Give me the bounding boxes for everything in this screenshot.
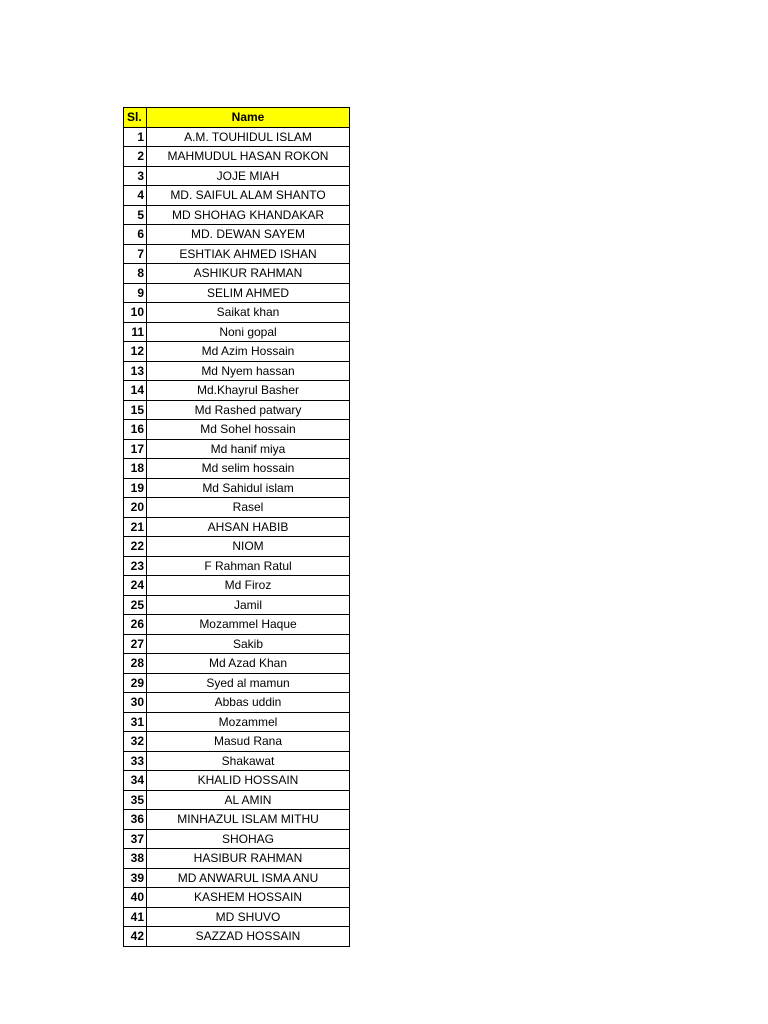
table-body — [124, 127, 350, 946]
name-cell: Saikat khan — [147, 303, 350, 323]
serial-cell: 2 — [124, 147, 147, 167]
serial-cell: 31 — [124, 712, 147, 732]
table-row — [124, 342, 350, 362]
serial-cell: 4 — [124, 186, 147, 206]
serial-cell: 3 — [124, 166, 147, 186]
name-cell: SAZZAD HOSSAIN — [147, 927, 350, 947]
serial-cell: 29 — [124, 673, 147, 693]
table-row — [124, 361, 350, 381]
name-cell: Md Nyem hassan — [147, 361, 350, 381]
table-row — [124, 849, 350, 869]
table-row — [124, 888, 350, 908]
name-cell: ESHTIAK AHMED ISHAN — [147, 244, 350, 264]
name-cell: MD. SAIFUL ALAM SHANTO — [147, 186, 350, 206]
serial-cell: 9 — [124, 283, 147, 303]
table-row — [124, 283, 350, 303]
table-row — [124, 478, 350, 498]
header-name: Name — [147, 108, 350, 128]
name-cell: Md Azim Hossain — [147, 342, 350, 362]
name-cell: ASHIKUR RAHMAN — [147, 264, 350, 284]
serial-cell: 23 — [124, 556, 147, 576]
serial-cell: 40 — [124, 888, 147, 908]
table-row — [124, 790, 350, 810]
serial-cell: 11 — [124, 322, 147, 342]
name-cell: Rasel — [147, 498, 350, 518]
table-row — [124, 927, 350, 947]
name-cell: A.M. TOUHIDUL ISLAM — [147, 127, 350, 147]
serial-cell: 10 — [124, 303, 147, 323]
name-cell: Mozammel — [147, 712, 350, 732]
name-cell: Md Firoz — [147, 576, 350, 596]
table-row — [124, 868, 350, 888]
table-row — [124, 907, 350, 927]
name-cell: NIOM — [147, 537, 350, 557]
name-cell: MD SHOHAG KHANDAKAR — [147, 205, 350, 225]
name-cell: AHSAN HABIB — [147, 517, 350, 537]
serial-cell: 25 — [124, 595, 147, 615]
serial-cell: 28 — [124, 654, 147, 674]
name-cell: Md selim hossain — [147, 459, 350, 479]
serial-cell: 5 — [124, 205, 147, 225]
serial-cell: 33 — [124, 751, 147, 771]
name-list-table — [123, 107, 350, 947]
serial-cell: 36 — [124, 810, 147, 830]
name-cell: Md hanif miya — [147, 439, 350, 459]
name-cell: Masud Rana — [147, 732, 350, 752]
table-row — [124, 264, 350, 284]
serial-cell: 26 — [124, 615, 147, 635]
name-cell: F Rahman Ratul — [147, 556, 350, 576]
table-row — [124, 244, 350, 264]
name-cell: Md Sohel hossain — [147, 420, 350, 440]
serial-cell: 42 — [124, 927, 147, 947]
serial-cell: 20 — [124, 498, 147, 518]
name-cell: MAHMUDUL HASAN ROKON — [147, 147, 350, 167]
table-row — [124, 693, 350, 713]
table-row — [124, 634, 350, 654]
name-cell: SELIM AHMED — [147, 283, 350, 303]
table-row — [124, 439, 350, 459]
name-cell: HASIBUR RAHMAN — [147, 849, 350, 869]
table-row — [124, 595, 350, 615]
name-cell: Md Sahidul islam — [147, 478, 350, 498]
serial-cell: 16 — [124, 420, 147, 440]
serial-cell: 6 — [124, 225, 147, 245]
table-row — [124, 322, 350, 342]
serial-cell: 35 — [124, 790, 147, 810]
serial-cell: 32 — [124, 732, 147, 752]
serial-cell: 12 — [124, 342, 147, 362]
name-cell: SHOHAG — [147, 829, 350, 849]
table-row — [124, 556, 350, 576]
header-sl: Sl. — [124, 108, 147, 128]
serial-cell: 8 — [124, 264, 147, 284]
name-cell: Jamil — [147, 595, 350, 615]
name-cell: Shakawat — [147, 751, 350, 771]
table-row — [124, 654, 350, 674]
name-cell: Syed al mamun — [147, 673, 350, 693]
name-cell: MD ANWARUL ISMA ANU — [147, 868, 350, 888]
table-row — [124, 537, 350, 557]
name-cell: Md.Khayrul Basher — [147, 381, 350, 401]
table-row — [124, 615, 350, 635]
table-row — [124, 186, 350, 206]
serial-cell: 34 — [124, 771, 147, 791]
serial-cell: 14 — [124, 381, 147, 401]
name-cell: MINHAZUL ISLAM MITHU — [147, 810, 350, 830]
table-row — [124, 576, 350, 596]
name-cell: MD. DEWAN SAYEM — [147, 225, 350, 245]
table-row — [124, 459, 350, 479]
serial-cell: 41 — [124, 907, 147, 927]
serial-cell: 22 — [124, 537, 147, 557]
table-row — [124, 810, 350, 830]
name-cell: Md Rashed patwary — [147, 400, 350, 420]
table-header — [124, 108, 350, 128]
serial-cell: 18 — [124, 459, 147, 479]
table-row — [124, 381, 350, 401]
serial-cell: 7 — [124, 244, 147, 264]
table-row — [124, 303, 350, 323]
name-cell: JOJE MIAH — [147, 166, 350, 186]
table-row — [124, 771, 350, 791]
name-cell: MD SHUVO — [147, 907, 350, 927]
name-cell: Noni gopal — [147, 322, 350, 342]
name-cell: KHALID HOSSAIN — [147, 771, 350, 791]
serial-cell: 39 — [124, 868, 147, 888]
table-row — [124, 205, 350, 225]
serial-cell: 13 — [124, 361, 147, 381]
table-row — [124, 225, 350, 245]
table-row — [124, 127, 350, 147]
header-row — [124, 108, 350, 128]
table-row — [124, 751, 350, 771]
table-row — [124, 712, 350, 732]
table-row — [124, 498, 350, 518]
name-cell: Sakib — [147, 634, 350, 654]
table-row — [124, 732, 350, 752]
serial-cell: 21 — [124, 517, 147, 537]
name-cell: Abbas uddin — [147, 693, 350, 713]
name-cell: Mozammel Haque — [147, 615, 350, 635]
table-row — [124, 147, 350, 167]
name-cell: KASHEM HOSSAIN — [147, 888, 350, 908]
table-row — [124, 400, 350, 420]
table-row — [124, 166, 350, 186]
serial-cell: 38 — [124, 849, 147, 869]
serial-cell: 15 — [124, 400, 147, 420]
name-cell: AL AMIN — [147, 790, 350, 810]
serial-cell: 1 — [124, 127, 147, 147]
name-cell: Md Azad Khan — [147, 654, 350, 674]
serial-cell: 19 — [124, 478, 147, 498]
serial-cell: 27 — [124, 634, 147, 654]
table-row — [124, 517, 350, 537]
table-row — [124, 420, 350, 440]
serial-cell: 24 — [124, 576, 147, 596]
table-row — [124, 829, 350, 849]
serial-cell: 17 — [124, 439, 147, 459]
serial-cell: 30 — [124, 693, 147, 713]
serial-cell: 37 — [124, 829, 147, 849]
table-row — [124, 673, 350, 693]
